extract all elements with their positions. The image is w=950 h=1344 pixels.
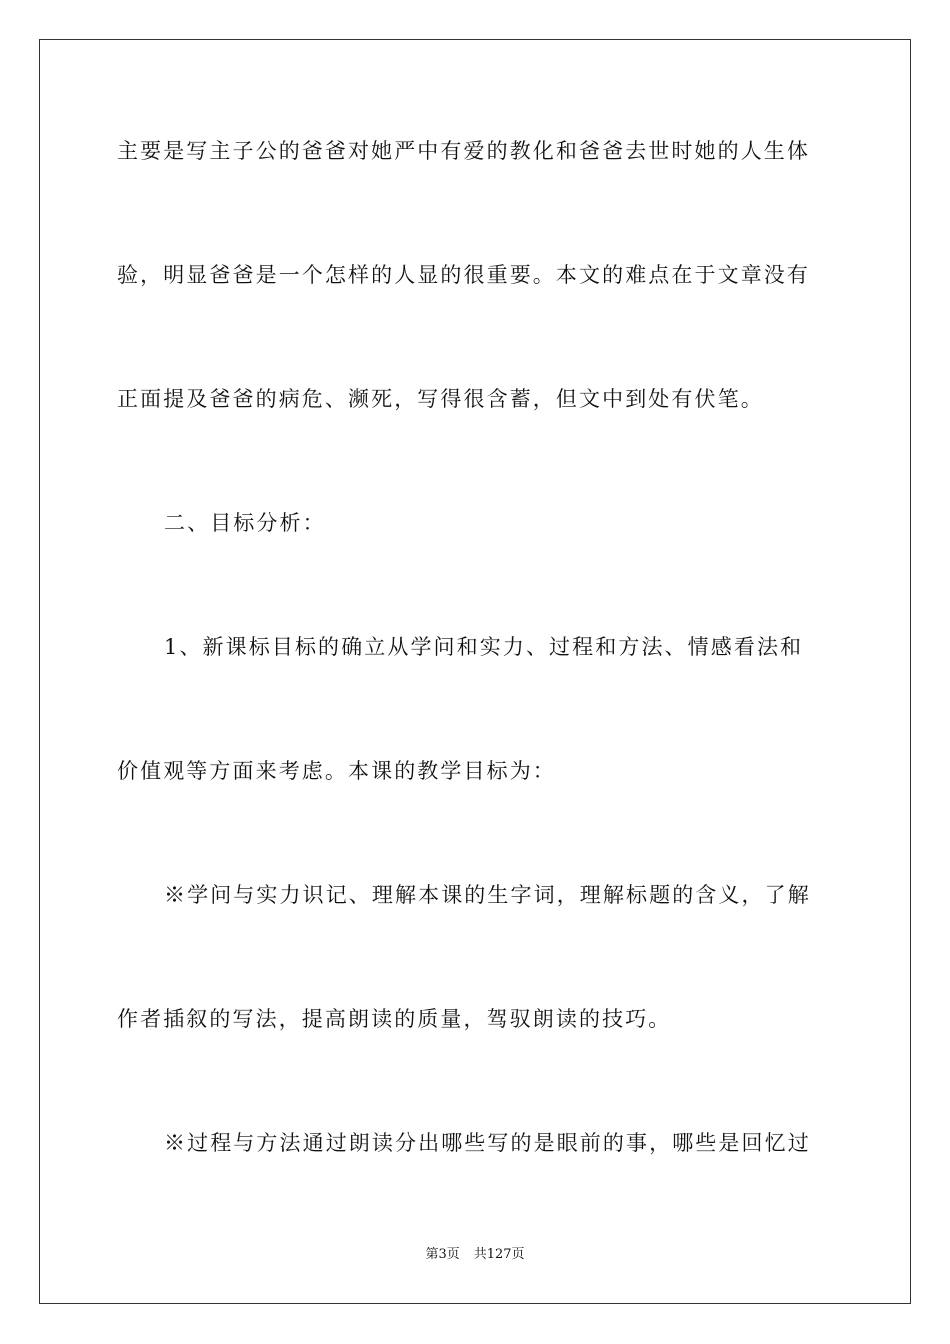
body-line-8: 作者插叙的写法，提高朗读的质量，驾驭朗读的技巧。 <box>117 1007 672 1031</box>
body-line-6: 价值观等方面来考虑。本课的教学目标为： <box>117 759 556 783</box>
body-line-3: 正面提及爸爸的病危、濒死，写得很含蓄，但文中到处有伏笔。 <box>117 387 764 411</box>
page-number: 第3页 <box>425 1247 460 1262</box>
total-pages: 共127页 <box>473 1247 525 1262</box>
body-line-7: ※学问与实力识记、理解本课的生字词，理解标题的含义，了解 <box>164 883 811 907</box>
page-footer <box>0 1247 950 1263</box>
page-border <box>39 39 911 1304</box>
body-line-2: 验，明显爸爸是一个怎样的人显的很重要。本文的难点在于文章没有 <box>117 263 810 287</box>
body-line-9: ※过程与方法通过朗读分出哪些写的是眼前的事，哪些是回忆过 <box>164 1131 811 1155</box>
body-line-5: 1、新课标目标的确立从学问和实力、过程和方法、情感看法和 <box>164 635 804 659</box>
section-heading: 二、目标分析： <box>164 511 326 535</box>
body-line-1: 主要是写主子公的爸爸对她严中有爱的教化和爸爸去世时她的人生体 <box>117 139 810 163</box>
